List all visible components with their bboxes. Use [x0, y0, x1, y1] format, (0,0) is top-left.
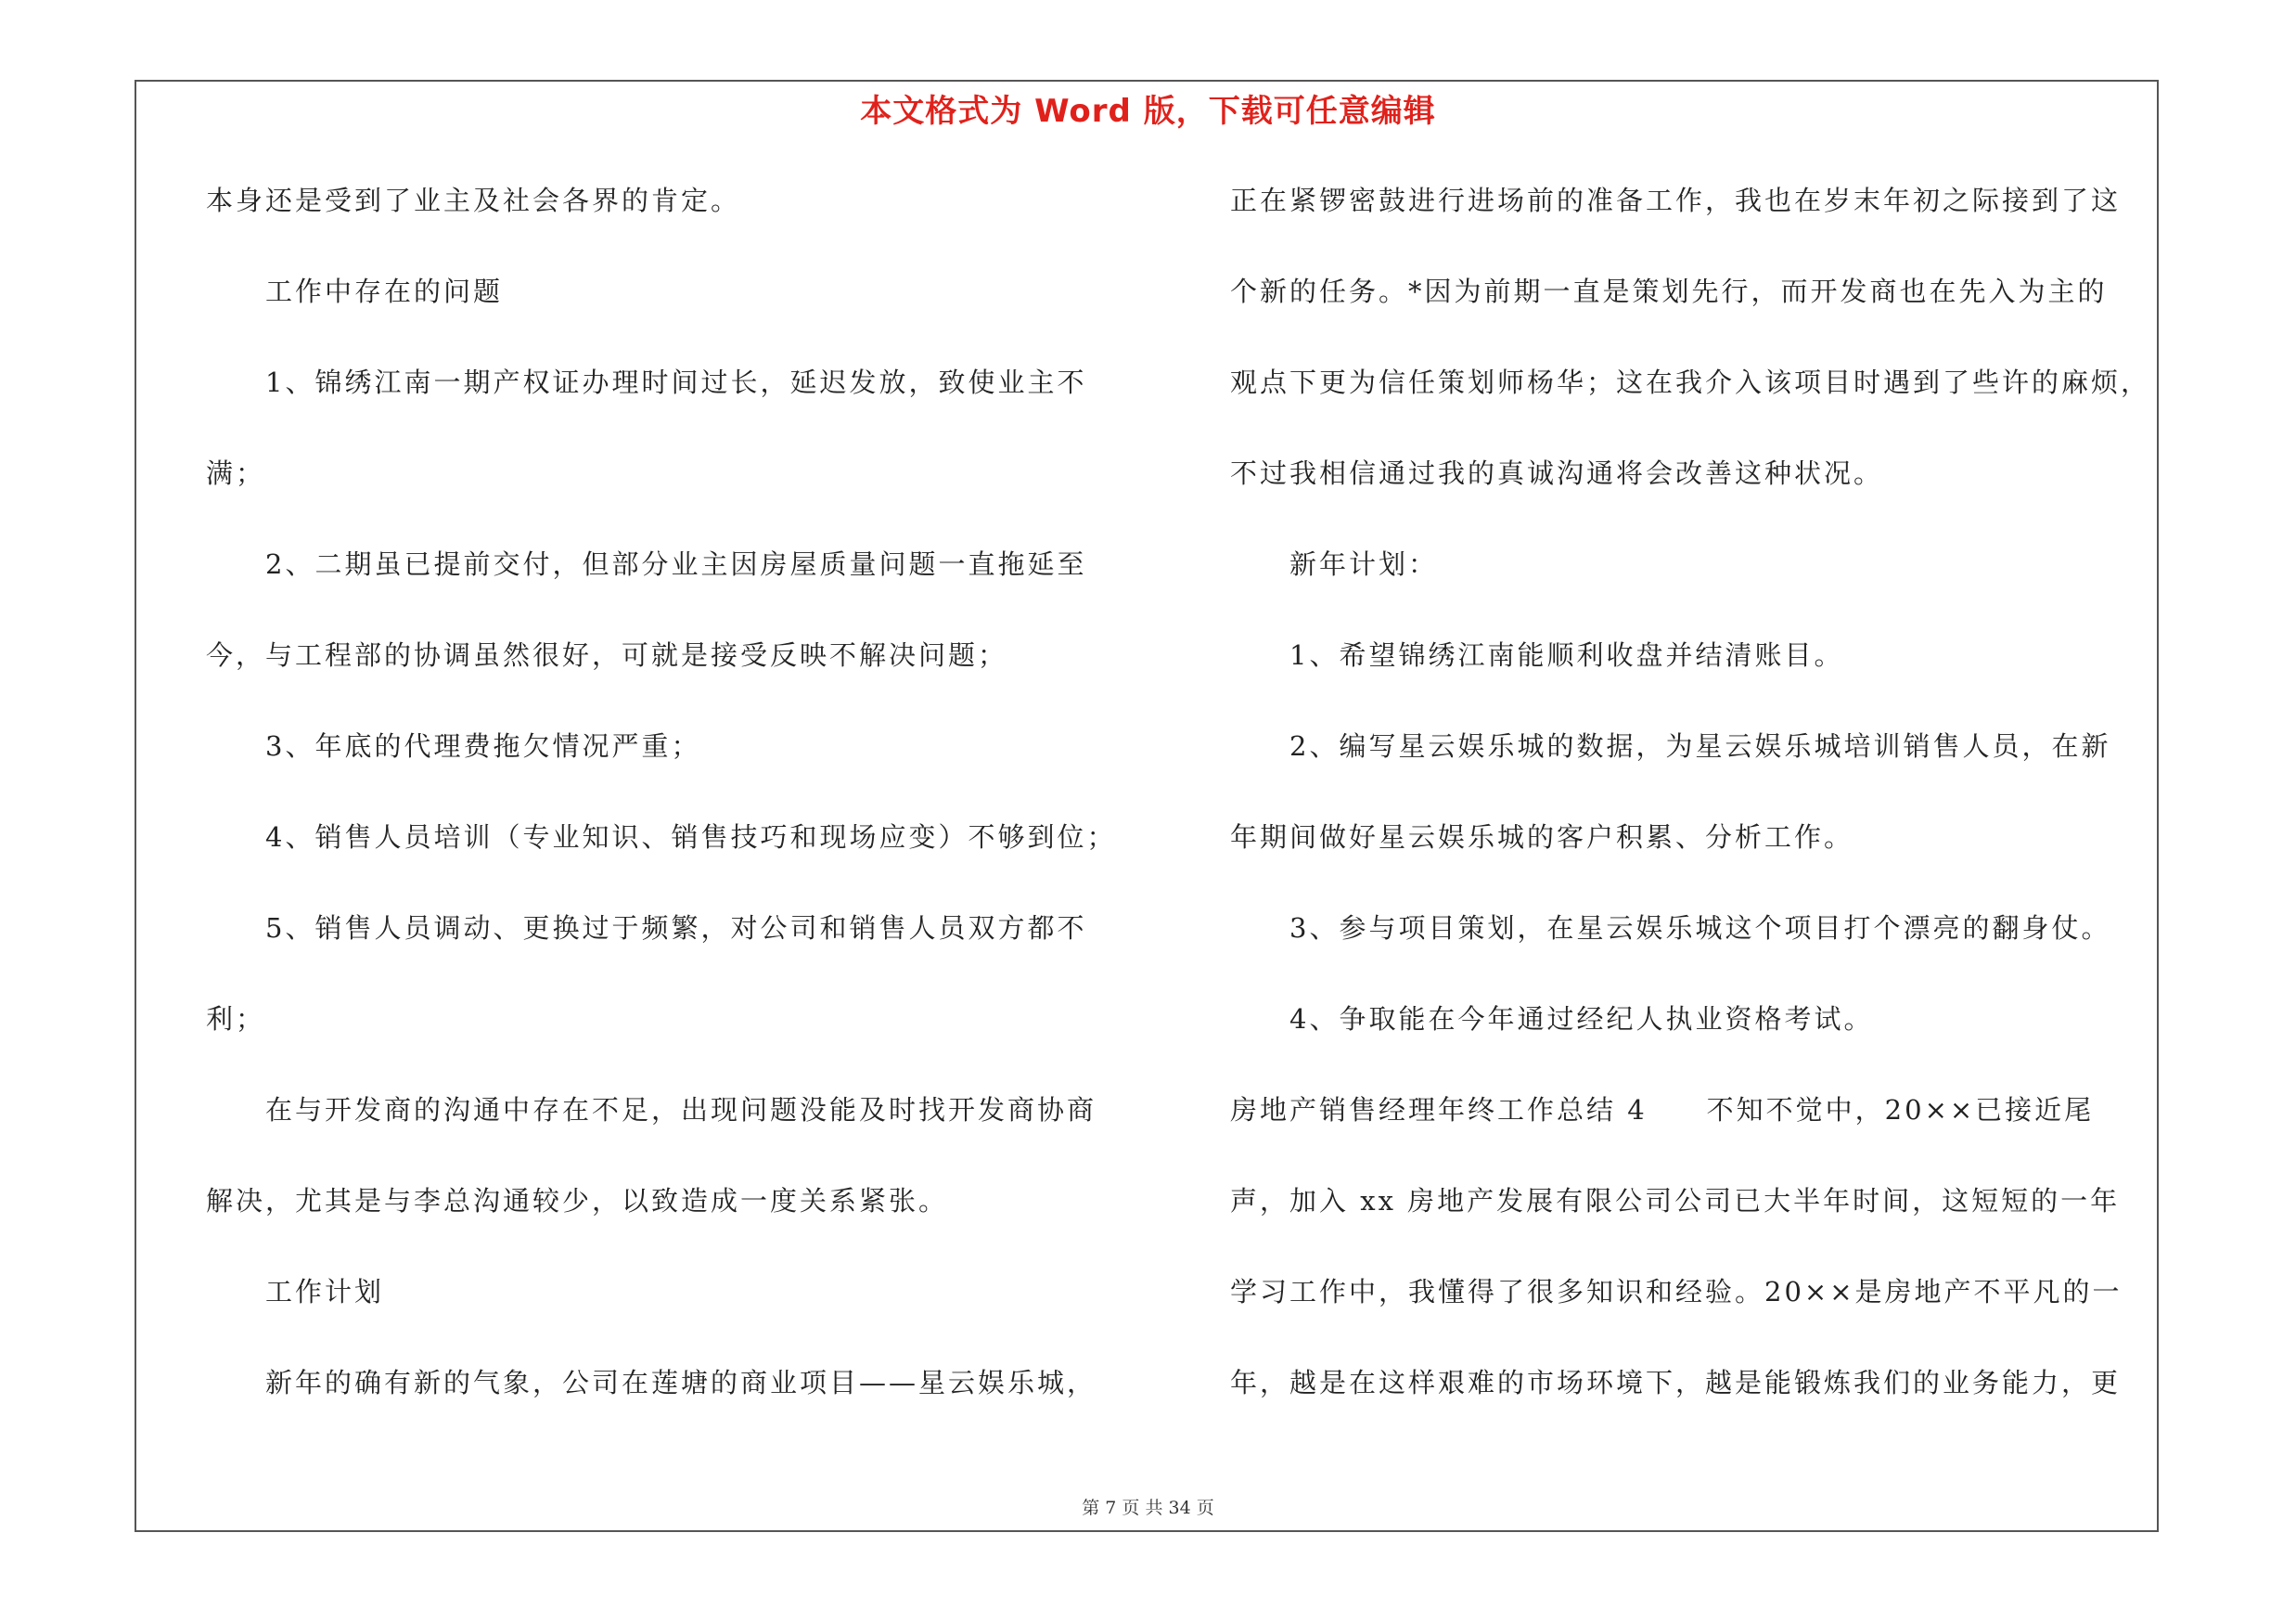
text-line: 2、二期虽已提前交付，但部分业主因房屋质量问题一直拖延至: [206, 548, 1087, 580]
text-line: 3、参与项目策划，在星云娱乐城这个项目打个漂亮的翻身仗。: [1230, 912, 2111, 944]
text-line: 新年的确有新的气象，公司在莲塘的商业项目——星云娱乐城，: [206, 1367, 1097, 1398]
text-line: 新年计划：: [1230, 548, 1439, 580]
text-line: 解决，尤其是与李总沟通较少，以致造成一度关系紧张。: [206, 1185, 949, 1217]
text-line: 正在紧锣密鼓进行进场前的准备工作，我也在岁末年初之际接到了这: [1230, 185, 2122, 216]
text-line: 房地产销售经理年终工作总结 4 不知不觉中，20××已接近尾: [1230, 1094, 2095, 1126]
text-line: 个新的任务。*因为前期一直是策划先行，而开发商也在先入为主的: [1230, 276, 2108, 307]
text-line: 1、希望锦绣江南能顺利收盘并结清账目。: [1230, 639, 1844, 671]
text-line: 观点下更为信任策划师杨华；这在我介入该项目时遇到了些许的麻烦，: [1230, 367, 2151, 398]
text-line: 本身还是受到了业主及社会各界的肯定。: [206, 185, 741, 216]
format-banner: 本文格式为 Word 版，下载可任意编辑: [860, 93, 1436, 130]
text-line: 不过我相信通过我的真诚沟通将会改善这种状况。: [1230, 457, 1884, 489]
text-line: 年，越是在这样艰难的市场环境下，越是能锻炼我们的业务能力，更: [1230, 1367, 2122, 1398]
text-line: 满；: [206, 457, 266, 489]
page-number-footer: 第 7 页 共 34 页: [1082, 1498, 1214, 1518]
text-line: 工作计划: [206, 1276, 385, 1307]
text-line: 1、锦绣江南一期产权证办理时间过长，延迟发放，致使业主不: [206, 367, 1087, 398]
text-line: 4、争取能在今年通过经纪人执业资格考试。: [1230, 1003, 1874, 1035]
text-line: 利；: [206, 1003, 266, 1035]
text-line: 工作中存在的问题: [206, 276, 504, 307]
text-line: 5、销售人员调动、更换过于频繁，对公司和销售人员双方都不: [206, 912, 1087, 944]
text-line: 年期间做好星云娱乐城的客户积累、分析工作。: [1230, 821, 1854, 853]
text-line: 4、销售人员培训（专业知识、销售技巧和现场应变）不够到位；: [206, 821, 1117, 853]
text-line: 今，与工程部的协调虽然很好，可就是接受反映不解决问题；: [206, 639, 1008, 671]
text-line: 2、编写星云娱乐城的数据，为星云娱乐城培训销售人员，在新: [1230, 730, 2111, 762]
text-line: 3、年底的代理费拖欠情况严重；: [206, 730, 701, 762]
text-line: 学习工作中，我懂得了很多知识和经验。20××是房地产不平凡的一: [1230, 1276, 2123, 1307]
text-line: 声，加入 xx 房地产发展有限公司公司已大半年时间，这短短的一年: [1230, 1185, 2121, 1217]
text-line: 在与开发商的沟通中存在不足，出现问题没能及时找开发商协商: [206, 1094, 1097, 1126]
